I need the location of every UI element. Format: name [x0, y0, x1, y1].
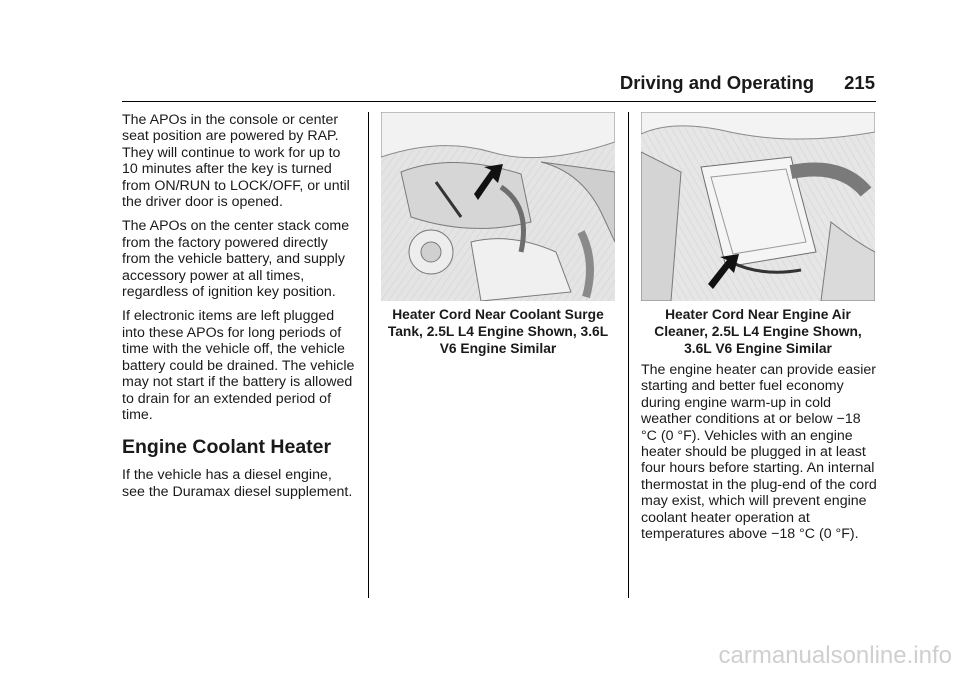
section-title: Driving and Operating — [619, 72, 815, 93]
paragraph-engine-heater: The engine heater can provide easier starting and better fuel economy during engine warm-up in cold weather conditions at or below −18 °C (0 °F). Vehicles with an engine heater should be plugged in at least four hours before starting. An internal thermostat in the plug-end of the cord may exist, which will prevent engine coolant heater operation at temperatures above −18 °C (0 °F). — [641, 362, 877, 543]
engine-illustration-coolant-tank — [381, 112, 615, 301]
header-rule — [122, 101, 876, 102]
left-column — [122, 112, 358, 508]
column-divider-right — [628, 112, 629, 598]
column-divider-left — [368, 112, 369, 598]
paragraph-rap: The APOs in the console or center seat position are powered by RAP. They will continue to work for up to 10 minutes after the key is turned from ON/RUN to LOCK/OFF, or until the driver door is opened. — [122, 112, 350, 211]
paragraph-center-stack: The APOs on the center stack come from the factory powered directly from the vehicle battery, and supply accessory power at all times, regardless of ignition key position. — [122, 218, 350, 301]
right-column-text — [641, 362, 877, 550]
engine-illustration-air-cleaner — [641, 112, 875, 301]
figure-caption-coolant-tank: Heater Cord Near Coolant Surge Tank, 2.5L L4 Engine Shown, 3.6L V6 Engine Similar — [387, 307, 609, 356]
watermark: carmanualsonline.info — [718, 642, 952, 669]
figure-caption-air-cleaner: Heater Cord Near Engine Air Cleaner, 2.5L L4 Engine Shown, 3.6L V6 Engine Similar — [654, 307, 862, 356]
section-heading: Engine Coolant Heater — [122, 436, 332, 459]
paragraph-diesel: If the vehicle has a diesel engine, see the Duramax diesel supplement. — [122, 467, 353, 500]
page-header — [620, 72, 875, 94]
paragraph-battery-drain: If electronic items are left plugged into these APOs for long periods of time with the vehicle off, the vehicle battery could be drained. The vehicle may not start if the battery is allowed to drain for an extended period of time. — [122, 308, 355, 423]
page-number: 215 — [844, 72, 875, 93]
